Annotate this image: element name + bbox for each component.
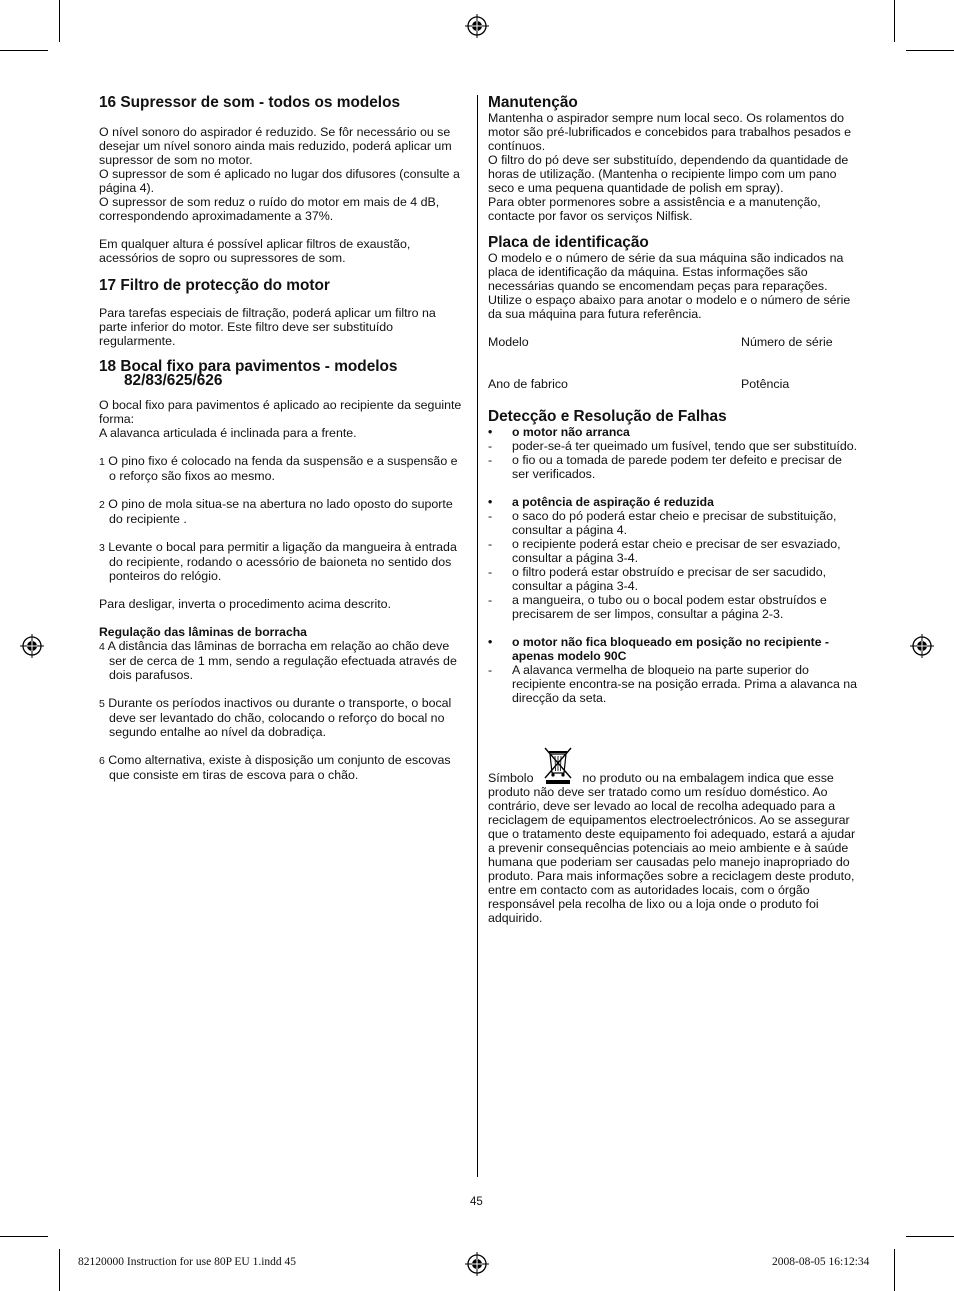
step-4: 4 A distância das lâminas de borracha em relação ao chão deve ser de cerca de 1 mm, sendo a regulação efectuada através de dois parafusos.: [99, 639, 457, 682]
weee-notice: Símbolo no produto ou na embalagem indica que esse produto não deve ser tratado como um resíduo doméstico. Ao contrário, deve ser levado ao local de recolha adequado para a reciclagem de equipamentos electroelectrónicos. Ao se assegurar que o tratamento deste equipamento foi adequado, estará a ajudar a prevenir consequências potenciais ao meio ambiente e à saúde humana que poderiam ser causadas pelo manejo inapropriado do produto. Para mais informações sobre a reciclagem deste produto, entre em contacto com as autoridades locais, com o órgão responsável pela recolha de lixo ou a loja onde o produto foi adquirido.: [488, 745, 860, 925]
list-item: - a mangueira, o tubo ou o bocal podem estar obstruídos e precisarem de ser limpos, consultar a página 2-3.: [488, 593, 827, 621]
column-divider: [477, 95, 478, 1177]
list-item: - A alavanca vermelha de bloqueio na parte superior do recipiente encontra-se na posição errada. Prima a alavanca na direcção da seta.: [488, 663, 858, 705]
registration-mark-icon: [910, 634, 934, 658]
section-18-title: 18 Bocal fixo para pavimentos - modelos 82/83/625/626: [99, 358, 398, 389]
step-5: 5 Durante os períodos inactivos ou durante o transporte, o bocal deve ser levantado do chão, colocando o reforço do bocal no segundo entalhe ao nível da dobradiça.: [99, 696, 452, 739]
list-item: - o filtro poderá estar obstruído e precisar de ser sacudido, consultar a página 3-4.: [488, 565, 827, 593]
rubber-blades-subtitle: Regulação das lâminas de borracha: [99, 625, 307, 639]
step-2: 2 O pino de mola situa-se na abertura no lado oposto do suporte do recipiente .: [99, 497, 453, 526]
crop-mark: [0, 1236, 48, 1237]
list-item: - o fio ou a tomada de parede podem ter defeito e precisar de ser verificados.: [488, 453, 842, 481]
section-18-para: Para desligar, inverta o procedimento acima descrito.: [99, 597, 392, 611]
list-item: - poder-se-á ter queimado um fusível, tendo que ser substituído.: [488, 439, 858, 453]
page-number: 45: [470, 1196, 483, 1208]
fault-motor-not-locking: • o motor não fica bloqueado em posição no recipiente - apenas modelo 90C: [488, 635, 829, 663]
crop-mark: [59, 0, 60, 42]
nameplate-title: Placa de identificação: [488, 234, 649, 251]
right-column: [488, 92, 860, 925]
section-16-para: O nível sonoro do aspirador é reduzido. Se fôr necessário ou se desejar um nível sonoro ainda mais reduzido, poderá aplicar um supressor de som no motor.: [99, 125, 452, 167]
fault-suction-reduced: • a potência de aspiração é reduzida: [488, 495, 714, 509]
step-6: 6 Como alternativa, existe à disposição um conjunto de escovas que consiste em tiras de escova para o chão.: [99, 753, 451, 782]
maintenance-para: O filtro do pó deve ser substituído, dependendo da quantidade de horas de utilização. (Mantenha o recipiente limpo com um pano seco e uma pequena quantidade de polish em spray).: [488, 153, 849, 195]
maintenance-para: Mantenha o aspirador sempre num local seco. Os rolamentos do motor são pré-lubrificados e concebidos para trabalhos pesados e contínuos.: [488, 111, 851, 153]
power-label: Potência: [741, 377, 790, 391]
section-17-para: Para tarefas especiais de filtração, poderá aplicar um filtro na parte inferior do motor. Este filtro deve ser substituído regularmente.: [99, 306, 436, 348]
year-power-labels: [488, 377, 860, 391]
footer-filename: 82120000 Instruction for use 80P EU 1.indd 45: [78, 1256, 297, 1268]
registration-mark-icon: [20, 634, 44, 658]
section-16-para: O supressor de som é aplicado no lugar dos difusores (consulte a página 4).: [99, 167, 460, 195]
step-1: 1 O pino fixo é colocado na fenda da suspensão e a suspensão e o reforço são fixos ao mesmo.: [99, 454, 458, 483]
crop-mark: [894, 0, 895, 42]
serial-label: Número de série: [741, 335, 833, 349]
section-18-para: O bocal fixo para pavimentos é aplicado ao recipiente da seguinte forma:: [99, 398, 462, 426]
fault-motor-not-starting: • o motor não arranca: [488, 425, 630, 439]
model-label: Modelo: [488, 335, 529, 349]
section-16-para: O supressor de som reduz o ruído do motor em mais de 4 dB, correspondendo aproximadamente a 37%.: [99, 195, 440, 223]
section-17-title: 17 Filtro de protecção do motor: [99, 277, 330, 294]
section-16-para: Em qualquer altura é possível aplicar filtros de exaustão, acessórios de sopro ou supressores de som.: [99, 237, 411, 265]
left-column: [99, 92, 464, 782]
step-3: 3 Levante o bocal para permitir a ligação da mangueira à entrada do recipiente, rodando o acessório de baioneta no sentido dos ponteiros do relógio.: [99, 540, 457, 583]
crop-mark: [59, 1249, 60, 1291]
crop-mark: [906, 1236, 954, 1237]
list-item: - o recipiente poderá estar cheio e precisar de ser esvaziado, consultar a página 3-4.: [488, 537, 841, 565]
section-16-title: 16 Supressor de som - todos os modelos: [99, 94, 401, 111]
maintenance-title: Manutenção: [488, 94, 578, 111]
crossed-out-wheelie-bin-icon: [541, 745, 575, 785]
registration-mark-icon: [465, 1252, 489, 1276]
model-serial-labels: [488, 335, 860, 349]
section-18-para: A alavanca articulada é inclinada para a frente.: [99, 426, 357, 440]
maintenance-para: Para obter pormenores sobre a assistência e a manutenção, contacte por favor os serviços Nilfisk.: [488, 195, 821, 223]
list-item: - o saco do pó poderá estar cheio e precisar de substituição, consultar a página 4.: [488, 509, 837, 537]
crop-mark: [894, 1249, 895, 1291]
crop-mark: [0, 50, 48, 51]
troubleshooting-title: Detecção e Resolução de Falhas: [488, 408, 727, 425]
registration-mark-icon: [465, 14, 489, 38]
year-label: Ano de fabrico: [488, 377, 568, 391]
footer-timestamp: 2008-08-05 16:12:34: [772, 1256, 870, 1268]
crop-mark: [906, 50, 954, 51]
nameplate-para: O modelo e o número de série da sua máquina são indicados na placa de identificação da máquina. Estas informações são necessárias quando se encomendam peças para reparações. Utilize o espaço abaixo para anotar o modelo e o número de série da sua máquina para futura referência.: [488, 251, 851, 321]
